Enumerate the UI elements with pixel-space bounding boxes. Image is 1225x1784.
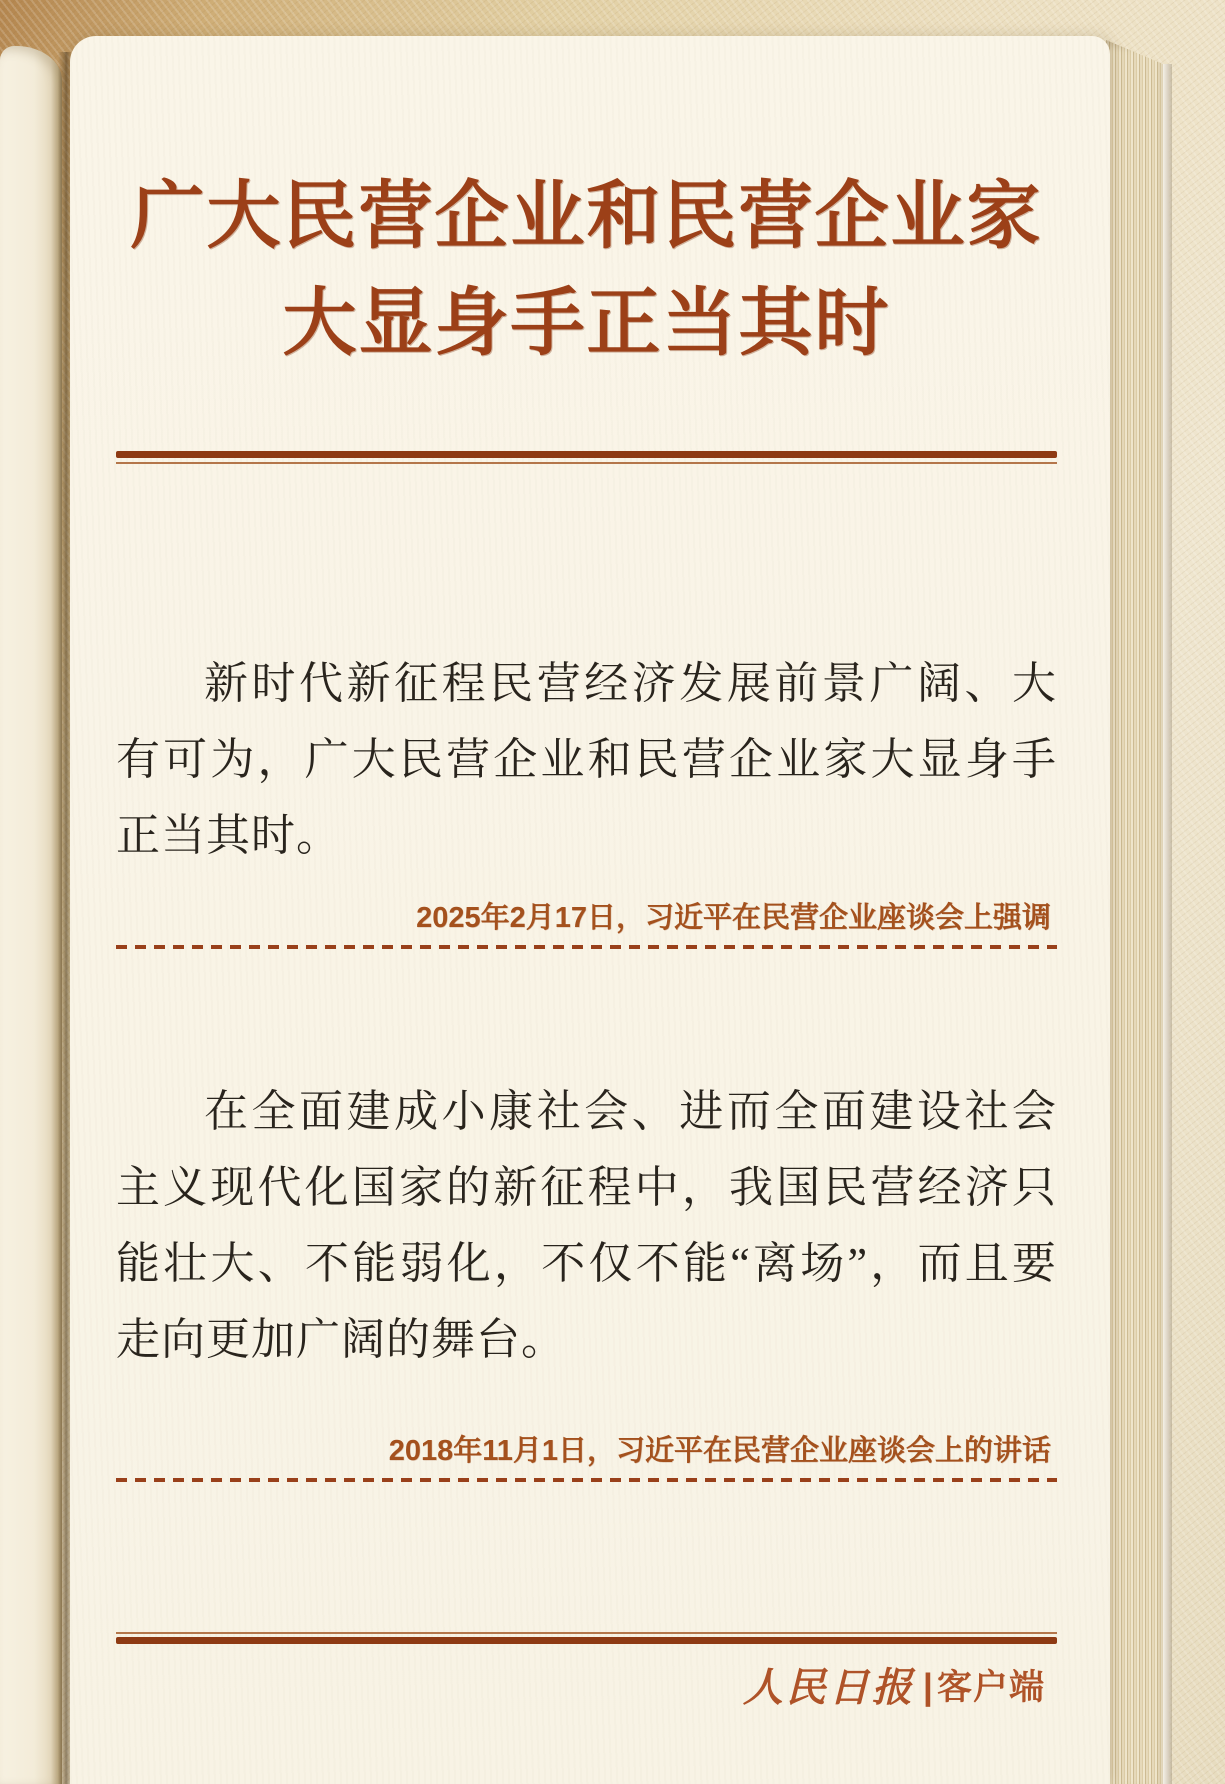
page-stack-outer-edge	[1163, 64, 1172, 1784]
quote-2-attribution-row	[116, 1433, 1057, 1482]
quote-block-2	[116, 1074, 1057, 1482]
quote-1-attribution: 2025年2月17日，习近平在民营企业座谈会上强调	[416, 902, 1051, 934]
footer-divider-thin-line	[116, 1632, 1057, 1634]
brand-logo-separator: |	[922, 1666, 933, 1707]
footer-divider-thick-line	[116, 1637, 1057, 1644]
quote-1-dashed-rule	[116, 945, 1057, 949]
quote-1-text: 新时代新征程民营经济发展前景广阔、大有可为，广大民营企业和民营企业家大显身手正当其时。	[116, 659, 1057, 860]
footer-divider	[116, 1632, 1057, 1644]
brand-logo	[116, 1656, 1057, 1713]
header-divider	[116, 451, 1057, 464]
brand-logo-script-text: 人民日报	[742, 1665, 915, 1710]
quote-1-attribution-row	[116, 900, 1057, 949]
quote-2-text: 在全面建成小康社会、进而全面建设社会主义现代化国家的新征程中，我国民营经济只能壮大、不能弱化，不仅不能“离场”，而且要走向更加广阔的舞台。	[116, 1087, 1057, 1364]
page-stack-edges	[1106, 40, 1163, 1784]
quote-2-attribution: 2018年11月1日，习近平在民营企业座谈会上的讲话	[388, 1435, 1051, 1467]
book-main-page	[70, 36, 1110, 1784]
page-title-line-1: 广大民营企业和民营企业家	[130, 174, 1043, 257]
header-divider-thin-line	[116, 462, 1057, 464]
brand-logo-suffix-text: 客户端	[936, 1668, 1045, 1707]
header-divider-thick-line	[116, 451, 1057, 458]
book-left-page	[0, 46, 62, 1784]
page-content	[70, 162, 1110, 1713]
quote-2-dashed-rule	[116, 1478, 1057, 1482]
page-title	[116, 162, 1057, 376]
quote-block-1	[116, 646, 1057, 949]
page-title-line-2: 大显身手正当其时	[282, 281, 891, 364]
